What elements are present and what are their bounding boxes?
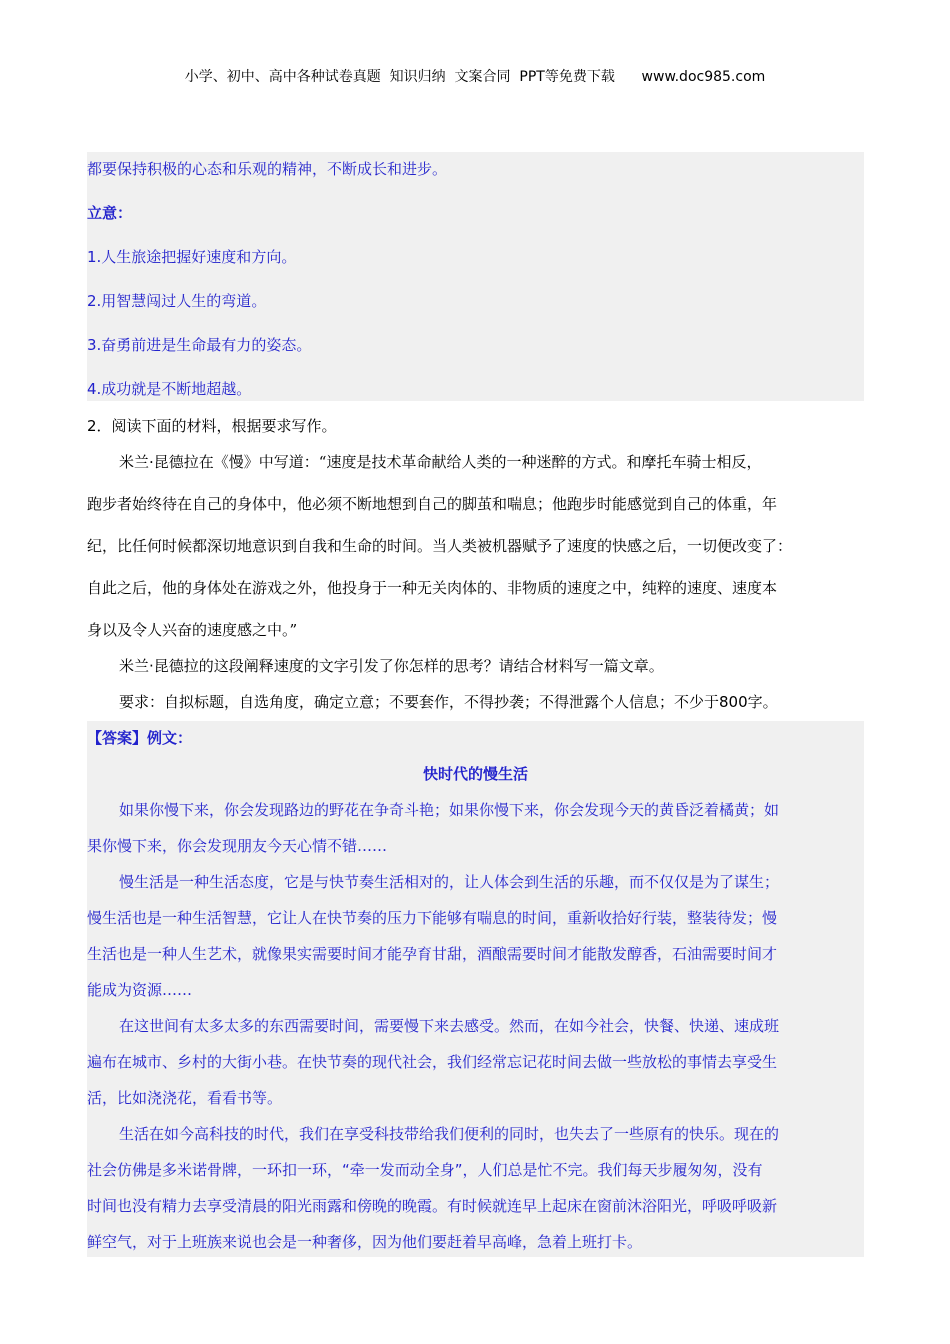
essay-line: 社会仿佛是多米诺骨牌，一环扣一环，“牵一发而动全身”，人们总是忙不完。我们每天步履匆匆，没有 <box>87 1161 763 1179</box>
material-line: 米兰·昆德拉在《慢》中写道：“速度是技术革命献给人类的一种迷醉的方式。和摩托车骑士相反， <box>119 453 762 471</box>
essay-line: 生活也是一种人生艺术，就像果实需要时间才能孕育甘甜，酒酿需要时间才能散发醇香，石油需要时间才 <box>87 945 778 963</box>
essay-line: 遍布在城市、乡村的大街小巷。在快节奏的现代社会，我们经常忘记花时间去做一些放松的事情去享受生 <box>87 1053 778 1071</box>
essay-line: 果你慢下来，你会发现朋友今天心情不错…… <box>87 837 388 855</box>
material-line: 身以及令人兴奋的速度感之中。” <box>87 621 298 639</box>
essay-body <box>87 801 864 1251</box>
essay-line: 能成为资源…… <box>87 981 193 999</box>
question-requirement: 要求：自拟标题，自选角度，确定立意；不要套作，不得抄袭；不得泄露个人信息；不少于800字。 <box>119 693 778 711</box>
question-2 <box>87 417 864 711</box>
theme-item-1: 1.人生旅途把握好速度和方向。 <box>87 248 297 266</box>
essay-line: 慢生活是一种生活态度，它是与快节奏生活相对的，让人体会到生活的乐趣，而不仅仅是为了谋生； <box>119 873 780 891</box>
essay-line: 如果你慢下来，你会发现路边的野花在争奇斗艳；如果你慢下来，你会发现今天的黄昏泛着橘黄；如 <box>119 801 780 819</box>
theme-item-2: 2.用智慧闯过人生的弯道。 <box>87 292 267 310</box>
essay-line: 活，比如浇浇花，看看书等。 <box>87 1089 283 1107</box>
question-intro: 2．阅读下面的材料，根据要求写作。 <box>87 417 337 435</box>
essay-title: 快时代的慢生活 <box>422 765 528 783</box>
page-header: 小学、初中、高中各种试卷真题 知识归纳 文案合同 PPT等免费下载 www.doc985.com <box>184 69 766 85</box>
closing-sentence: 都要保持积极的心态和乐观的精神，不断成长和进步。 <box>87 160 448 178</box>
material-line: 自此之后，他的身体处在游戏之外，他投身于一种无关肉体的、非物质的速度之中，纯粹的速度、速度本 <box>87 579 778 597</box>
essay-line: 慢生活也是一种生活智慧，它让人在快节奏的压力下能够有喘息的时间，重新收拾好行装，整装待发；慢 <box>87 909 778 927</box>
theme-item-4: 4.成功就是不断地超越。 <box>87 380 252 398</box>
answer-block <box>87 721 864 1257</box>
answer-label: 【答案】例文： <box>87 729 193 747</box>
question-material <box>87 453 864 639</box>
theme-heading: 立意： <box>87 204 133 222</box>
material-line: 跑步者始终待在自己的身体中，他必须不断地想到自己的脚茧和喘息；他跑步时能感觉到自己的体重，年 <box>87 495 778 513</box>
material-line: 纪，比任何时候都深切地意识到自我和生命的时间。当人类被机器赋予了速度的快感之后，一切便改变了： <box>87 537 793 555</box>
essay-line: 时间也没有精力去享受清晨的阳光雨露和傍晚的晚霞。有时候就连早上起床在窗前沐浴阳光，呼吸呼吸新 <box>87 1197 778 1215</box>
essay-line: 在这世间有太多太多的东西需要时间，需要慢下来去感受。然而，在如今社会，快餐、快递、速成班 <box>119 1017 780 1035</box>
theme-block <box>87 152 864 401</box>
document-body <box>87 152 864 1257</box>
question-prompt: 米兰·昆德拉的这段阐释速度的文字引发了你怎样的思考？请结合材料写一篇文章。 <box>119 657 664 675</box>
theme-item-3: 3.奋勇前进是生命最有力的姿态。 <box>87 336 312 354</box>
essay-line: 生活在如今高科技的时代，我们在享受科技带给我们便利的同时，也失去了一些原有的快乐。现在的 <box>119 1125 780 1143</box>
essay-line: 鲜空气，对于上班族来说也会是一种奢侈，因为他们要赶着早高峰，急着上班打卡。 <box>87 1233 643 1251</box>
